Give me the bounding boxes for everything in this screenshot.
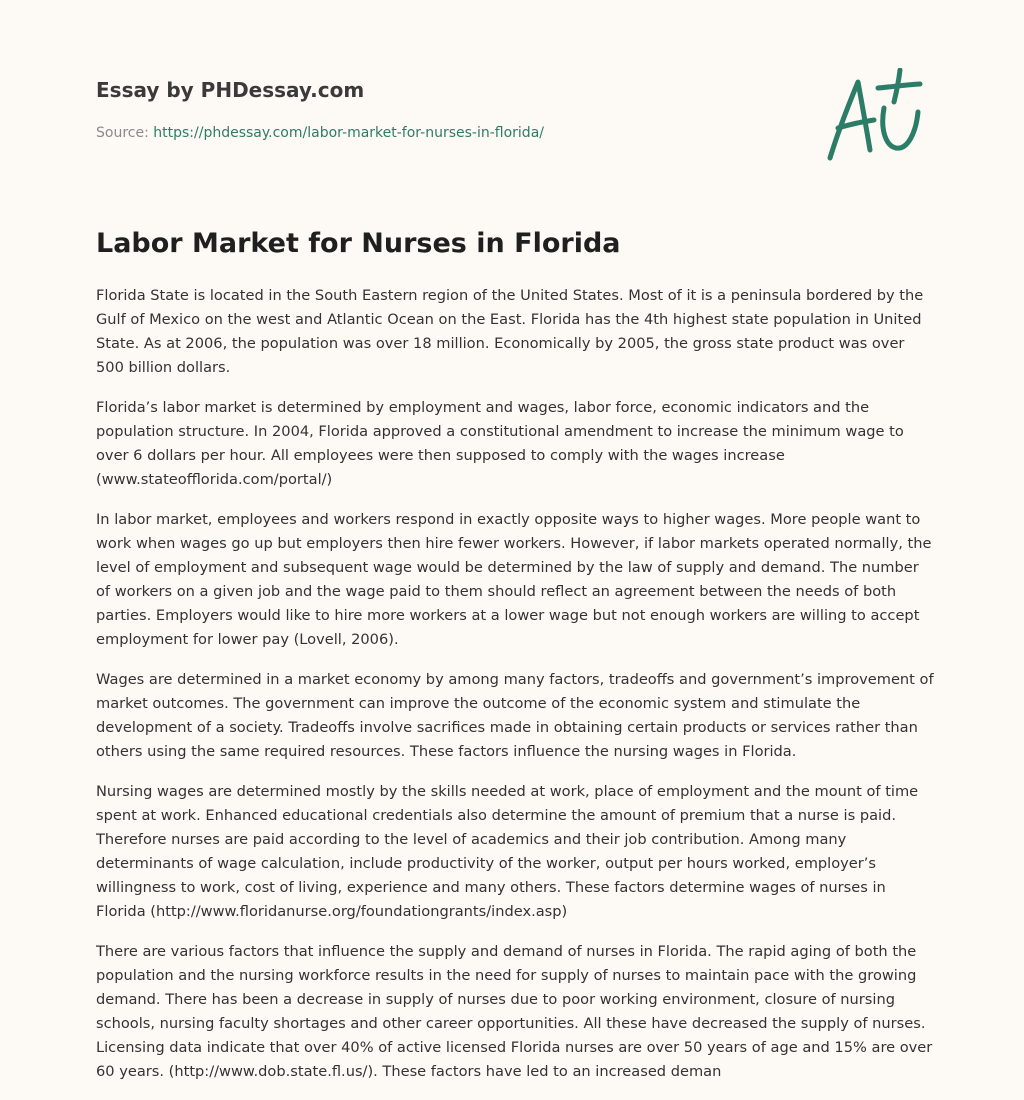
paragraph: Florida State is located in the South Eastern region of the United States. Most of it is a peninsula bordered by the Gulf of Mexico on the west and Atlantic Ocean on the East. Florida has the 4th highest state population in United State. As at 2006, the population was over 18 million. Economically by 2005, the gross state product was over 500 billion dollars.	[96, 287, 924, 376]
site-title: Essay by PHDessay.com	[96, 78, 365, 102]
a-plus-grade-logo-icon	[824, 68, 924, 164]
paragraph: Nursing wages are determined mostly by the skills needed at work, place of employment and the mount of time spent at work. Enhanced educational credentials also determine the amount of premium that a nurse is paid. Therefore nurses are paid according to the level of academics and their job contribution. Among many determinants of wage calculation, include productivity of the worker, output per hours worked, employer’s willingness to work, cost of living, experience and many others. These factors determine wages of nurses in Florida (http://www.floridanurse.org/foundationgrants/index.asp)	[96, 783, 919, 920]
page	[96, 0, 934, 1100]
paragraph: Florida’s labor market is determined by employment and wages, labor force, economic indicators and the population structure. In 2004, Florida approved a constitutional amendment to increase the minimum wage to over 6 dollars per hour. All employees were then supposed to comply with the wages increase (www.stateofflorida.com/portal/)	[96, 399, 904, 488]
paragraph: There are various factors that influence the supply and demand of nurses in Florida. The rapid aging of both the population and the nursing workforce results in the need for supply of nurses to maintain pace with the growing demand. There has been a decrease in supply of nurses due to poor working environment, closure of nursing schools, nursing faculty shortages and other career opportunities. All these have decreased the supply of nurses. Licensing data indicate that over 40% of active licensed Florida nurses are over 50 years of age and 15% are over 60 years. (http://www.dob.state.fl.us/). These factors have led to an increased deman	[96, 943, 933, 1080]
source-label: Source:	[96, 125, 154, 141]
paragraph: Wages are determined in a market economy by among many factors, tradeoffs and government’s improvement of market outcomes. The government can improve the outcome of the economic system and stimulate the development of a society. Tradeoffs involve sacrifices made in obtaining certain products or services rather than others using the same required resources. These factors influence the nursing wages in Florida.	[96, 671, 934, 760]
essay-title: Labor Market for Nurses in Florida	[96, 228, 621, 259]
paragraph: In labor market, employees and workers respond in exactly opposite ways to higher wages. More people want to work when wages go up but employers then hire fewer workers. However, if labor markets operated normally, the level of employment and subsequent wage would be determined by the law of supply and demand. The number of workers on a given job and the wage paid to them should reflect an agreement between the needs of both parties. Employers would like to hire more workers at a lower wage but not enough workers are willing to accept employment for lower pay (Lovell, 2006).	[96, 511, 932, 648]
essay-body	[96, 284, 936, 1100]
header	[96, 78, 928, 142]
source-link[interactable]: https://phdessay.com/labor-market-for-nurses-in-florida/	[153, 125, 544, 141]
source-line	[96, 124, 928, 142]
